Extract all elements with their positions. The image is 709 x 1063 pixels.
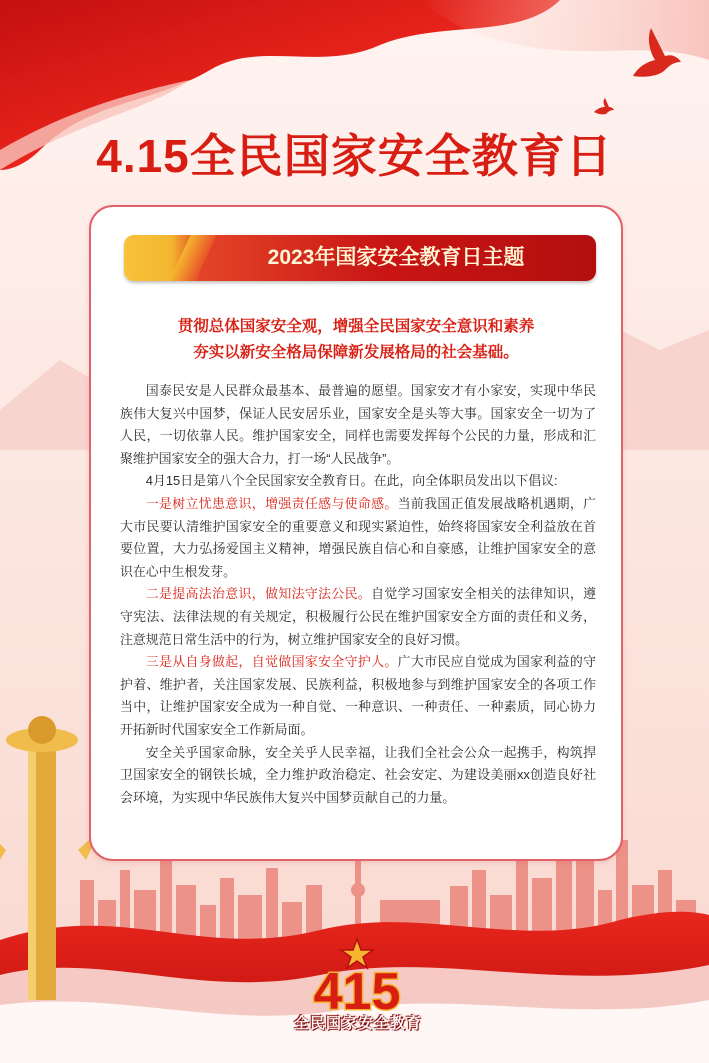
paragraph-text: 自觉学习国家安全相关的法律知识，遵守宪法、法律法规的有关规定，积极履行公民在维护国家安全方面的责任和义务，注意规范日常生活中的行为，树立维护国家安全的良好习惯。 [120,586,597,647]
paragraph [120,493,596,583]
paragraph: 国泰民安是人民群众最基本、最普遍的愿望。国家安才有小家安，实现中华民族伟大复兴中国梦，保证人民安居乐业，国家安全是头等大事。国家安全一切为了人民，一切依靠人民。维护国家安全，同样也需要发挥每个公民的力量，形成和汇聚维护国家安全的强大合力，打一场“人民战争”。 [120,383,596,466]
paragraph-text: 广大市民应自觉成为国家利益的守护着、维护者，关注国家发展、民族利益，积极地参与到维护国家安全的各项工作当中，让维护国家安全成为一种自觉、一种意识、一种责任、一种素质，同心协力开拓新时代国家安全工作新局面。 [120,654,597,737]
theme-banner [124,235,596,281]
dove-icon [625,26,683,82]
logo-caption: 全民国家安全教育 [293,1015,422,1032]
page-title: 4.15全民国家安全教育日 [96,130,613,182]
highlight-heading: 一是树立忧患意识，增强责任感与使命感。 [145,495,398,511]
content-card [89,205,623,861]
paragraph [120,583,596,651]
paragraph [120,651,596,741]
logo-number: 415 [313,963,401,1021]
paragraph: 4月15日是第八个全民国家安全教育日。在此，向全体职员发出以下倡议: [145,473,558,489]
dove-icon [592,98,614,116]
slogan-line-1: 贯彻总体国家安全观，增强全民国家安全意识和素养 [177,317,535,335]
theme-title: 2023年国家安全教育日主题 [267,246,525,269]
body-text [120,380,596,809]
slogan [111,313,601,365]
paragraph-text: 当前我国正值发展战略机遇期，广大市民要认清维护国家安全的重要意义和现实紧迫性，始终将国家安全利益放在首要位置，大力弘扬爱国主义精神，增强民族自信心和自豪感，让维护国家安全的意识在心中生根发芽。 [120,495,597,579]
highlight-heading: 二是提高法治意识，做知法守法公民。 [145,586,372,602]
slogan-line-2: 夯实以新安全格局保障新发展格局的社会基础。 [193,343,519,361]
paragraph: 安全关乎国家命脉，安全关乎人民幸福，让我们全社会公众一起携手，构筑捍卫国家安全的钢铁长城，全力维护政治稳定、社会安定、为建设美丽xx创造良好社会环境，为实现中华民族伟大复兴中国梦贡献自己的力量。 [120,744,596,805]
highlight-heading: 三是从自身做起，自觉做国家安全守护人。 [145,654,398,670]
